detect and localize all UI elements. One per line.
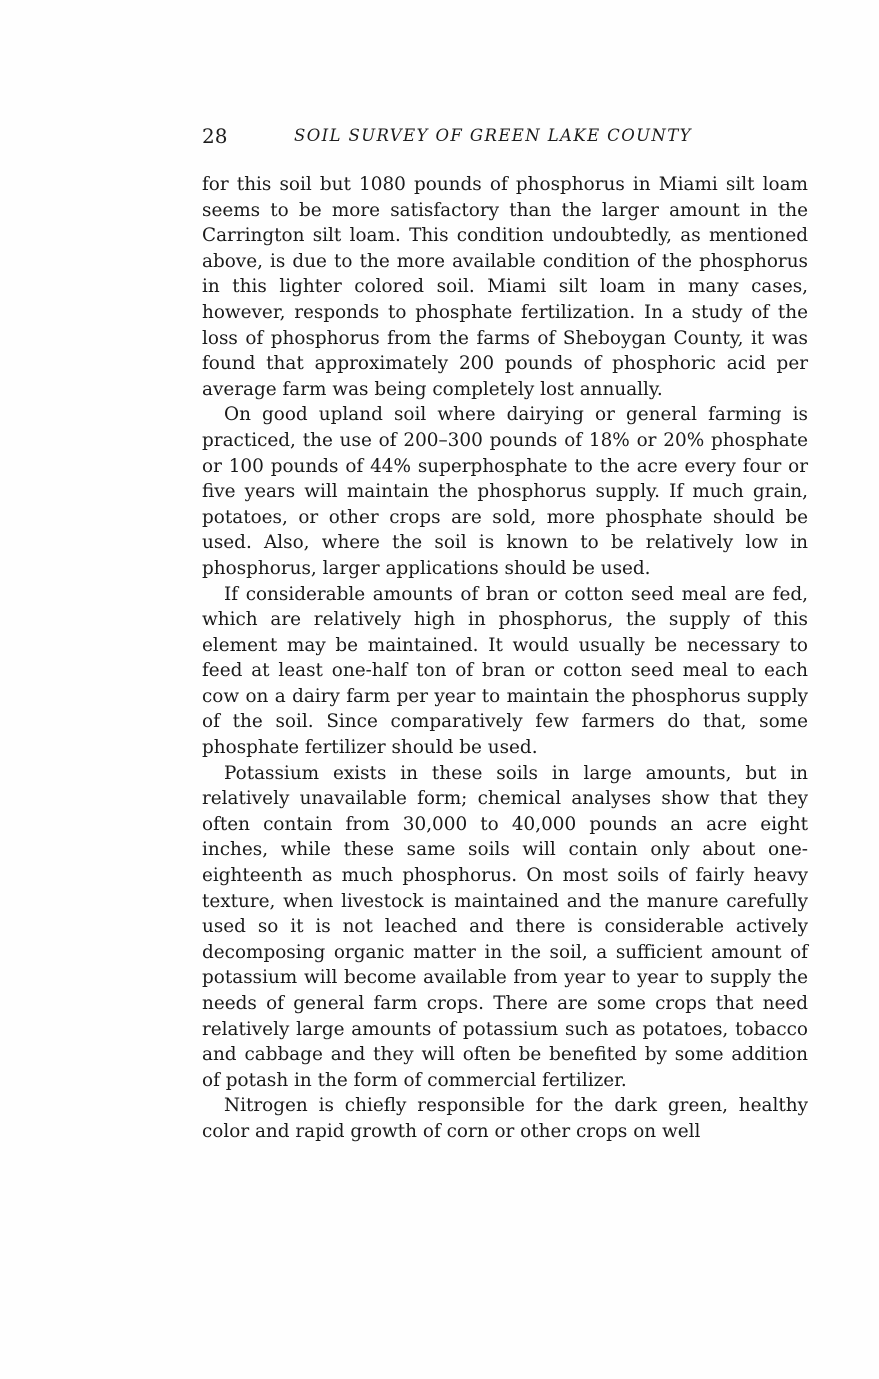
page-number: 28 — [202, 124, 228, 148]
running-title: SOIL SURVEY OF GREEN LAKE COUNTY — [294, 126, 692, 145]
page-header — [202, 124, 808, 152]
paragraph-phosphorus-continued: for this soil but 1080 pounds of phosphorus in Miami silt loam seems to be more satisfactory than the larger amount in the Carrington silt loam. This condition undoubtedly, as mentioned above, is due to the more available condition of the phosphorus in this lighter colored soil. Miami silt loam in many cases, however, responds to phosphate fertilization. In a study of the loss of phosphorus from the farms of Sheboygan County, it was found that approximately 200 pounds of phosphoric acid per average farm was being completely lost annually. — [202, 174, 808, 400]
paragraph-bran-cotton-seed: If considerable amounts of bran or cotton seed meal are fed, which are relatively high in phosphorus, the supply of this element may be maintained. It would usually be necessary to feed at least one-half ton of bran or cotton seed meal to each cow on a dairy farm per year to maintain the phosphorus supply of the soil. Since comparatively few farmers do that, some phosphate fertilizer should be used. — [202, 583, 808, 759]
paragraph-potassium: Potassium exists in these soils in large amounts, but in relatively unavailable form; chemical analyses show that they often contain from 30,000 to 40,000 pounds an acre eight inches, while these same soils will contain only about one-eighteenth as much phosphorus. On most soils of fairly heavy texture, when livestock is maintained and the manure carefully used so it is not leached and there is considerable actively decomposing organic matter in the soil, a sufficient amount of potassium will become available from year to year to supply the needs of general farm crops. There are some crops that need relatively large amounts of potassium such as potatoes, tobacco and cabbage and they will often be benefited by some addition of potash in the form of commercial fertilizer. — [202, 762, 808, 1091]
paragraph-phosphate-application: On good upland soil where dairying or general farming is practiced, the use of 200–300 pounds of 18% or 20% phosphate or 100 pounds of 44% superphosphate to the acre every four or five years will maintain the phosphorus supply. If much grain, potatoes, or other crops are sold, more phosphate should be used. Also, where the soil is known to be relatively low in phosphorus, larger applications should be used. — [202, 404, 808, 579]
paragraph-nitrogen: Nitrogen is chiefly responsible for the dark green, healthy color and rapid growth of corn or other crops on well — [202, 1095, 808, 1142]
body-text — [202, 172, 808, 1145]
